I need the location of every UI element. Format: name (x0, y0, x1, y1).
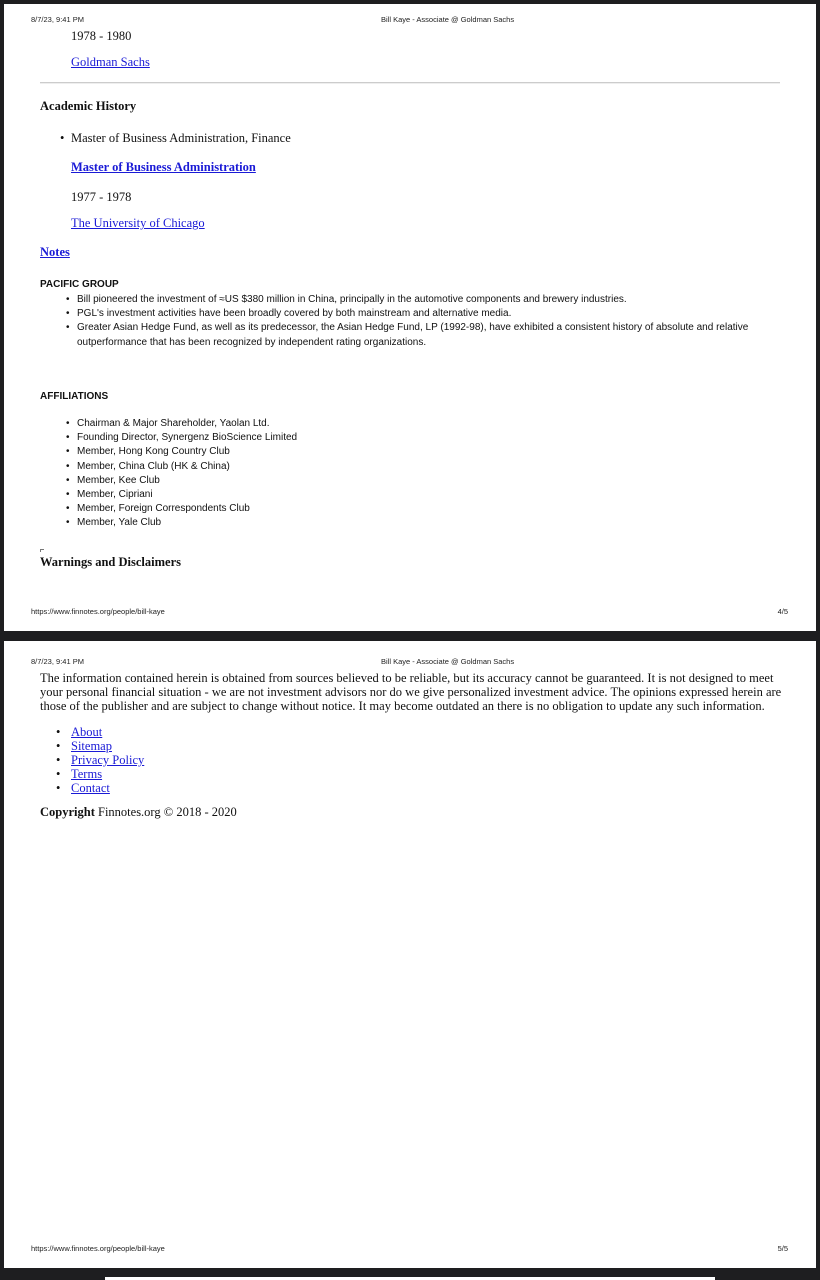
pacific-heading: PACIFIC GROUP (40, 279, 119, 290)
disclaimer-heading: Warnings and Disclaimers (40, 555, 181, 569)
academic-heading: Academic History (40, 99, 137, 113)
degree-link[interactable]: Master of Business Administration (71, 160, 256, 174)
list-item: • Bill pioneered the investment of ≈US $380 million in China, principally in the automotive components and brewery industries. (66, 293, 776, 307)
print-title: Bill Kaye - Associate @ Goldman Sachs (381, 657, 515, 666)
print-datetime: 8/7/23, 9:41 PM (31, 15, 84, 24)
affiliations-heading: AFFILIATIONS (40, 391, 109, 402)
copyright-label: Copyright (40, 805, 95, 819)
copyright (40, 805, 237, 820)
page-4 (4, 4, 816, 631)
print-url: https://www.finnotes.org/people/bill-kaye (31, 607, 165, 616)
page-number: 5/5 (777, 1244, 788, 1253)
pacific-list (66, 293, 776, 350)
list-item: • Chairman & Major Shareholder, Yaolan Ltd. (66, 417, 297, 431)
privacy-policy-link[interactable]: Privacy Policy (71, 753, 145, 767)
list-item: • Master of Business Administration, Finance (60, 131, 291, 145)
list-item: • Member, Foreign Correspondents Club (66, 502, 297, 516)
print-datetime: 8/7/23, 9:41 PM (31, 657, 84, 666)
about-link[interactable]: About (71, 725, 103, 739)
career-years: 1978 - 1980 (71, 29, 132, 43)
school-link[interactable]: The University of Chicago (71, 216, 205, 230)
list-item: • Founding Director, Synergenz BioScience Limited (66, 431, 297, 445)
list-item: • Member, Kee Club (66, 474, 297, 488)
sitemap-link[interactable]: Sitemap (71, 739, 112, 753)
print-title: Bill Kaye - Associate @ Goldman Sachs (381, 15, 515, 24)
footer-links (61, 725, 144, 795)
notes-link[interactable]: Notes (40, 245, 70, 259)
page-5 (4, 641, 816, 1268)
list-item: • Member, Hong Kong Country Club (66, 445, 297, 459)
print-url: https://www.finnotes.org/people/bill-kaye (31, 1244, 165, 1253)
broken-image-icon (40, 549, 44, 552)
list-item: • Member, China Club (HK & China) (66, 460, 297, 474)
disclaimer-text: The information contained herein is obtained from sources believed to be reliable, but its accuracy cannot be guaranteed. It is not designed to meet your personal financial situation - we are not investment advisors nor do we give personalized investment advice. The opinions expressed herein are those of the publisher and are subject to change without notice. It may become outdated an there is no obligation to update any such information. (40, 671, 782, 713)
divider (40, 82, 780, 84)
list-item: • Member, Yale Club (66, 516, 297, 530)
list-item: • Member, Cipriani (66, 488, 297, 502)
academic-years: 1977 - 1978 (71, 190, 132, 204)
list-item: • Greater Asian Hedge Fund, as well as its predecessor, the Asian Hedge Fund, LP (1992-98), have exhibited a consistent history of absolute and relative outperformance that has been recognized by independent rating organizations. (66, 321, 776, 349)
list-item: • PGL's investment activities have been broadly covered by both mainstream and alternative media. (66, 307, 776, 321)
company-link[interactable]: Goldman Sachs (71, 55, 150, 69)
contact-link[interactable]: Contact (71, 781, 110, 795)
affiliations-list (66, 417, 297, 531)
academic-list (60, 131, 291, 145)
copyright-text: Finnotes.org © 2018 - 2020 (98, 805, 237, 819)
page-number: 4/5 (777, 607, 788, 616)
terms-link[interactable]: Terms (71, 767, 103, 781)
